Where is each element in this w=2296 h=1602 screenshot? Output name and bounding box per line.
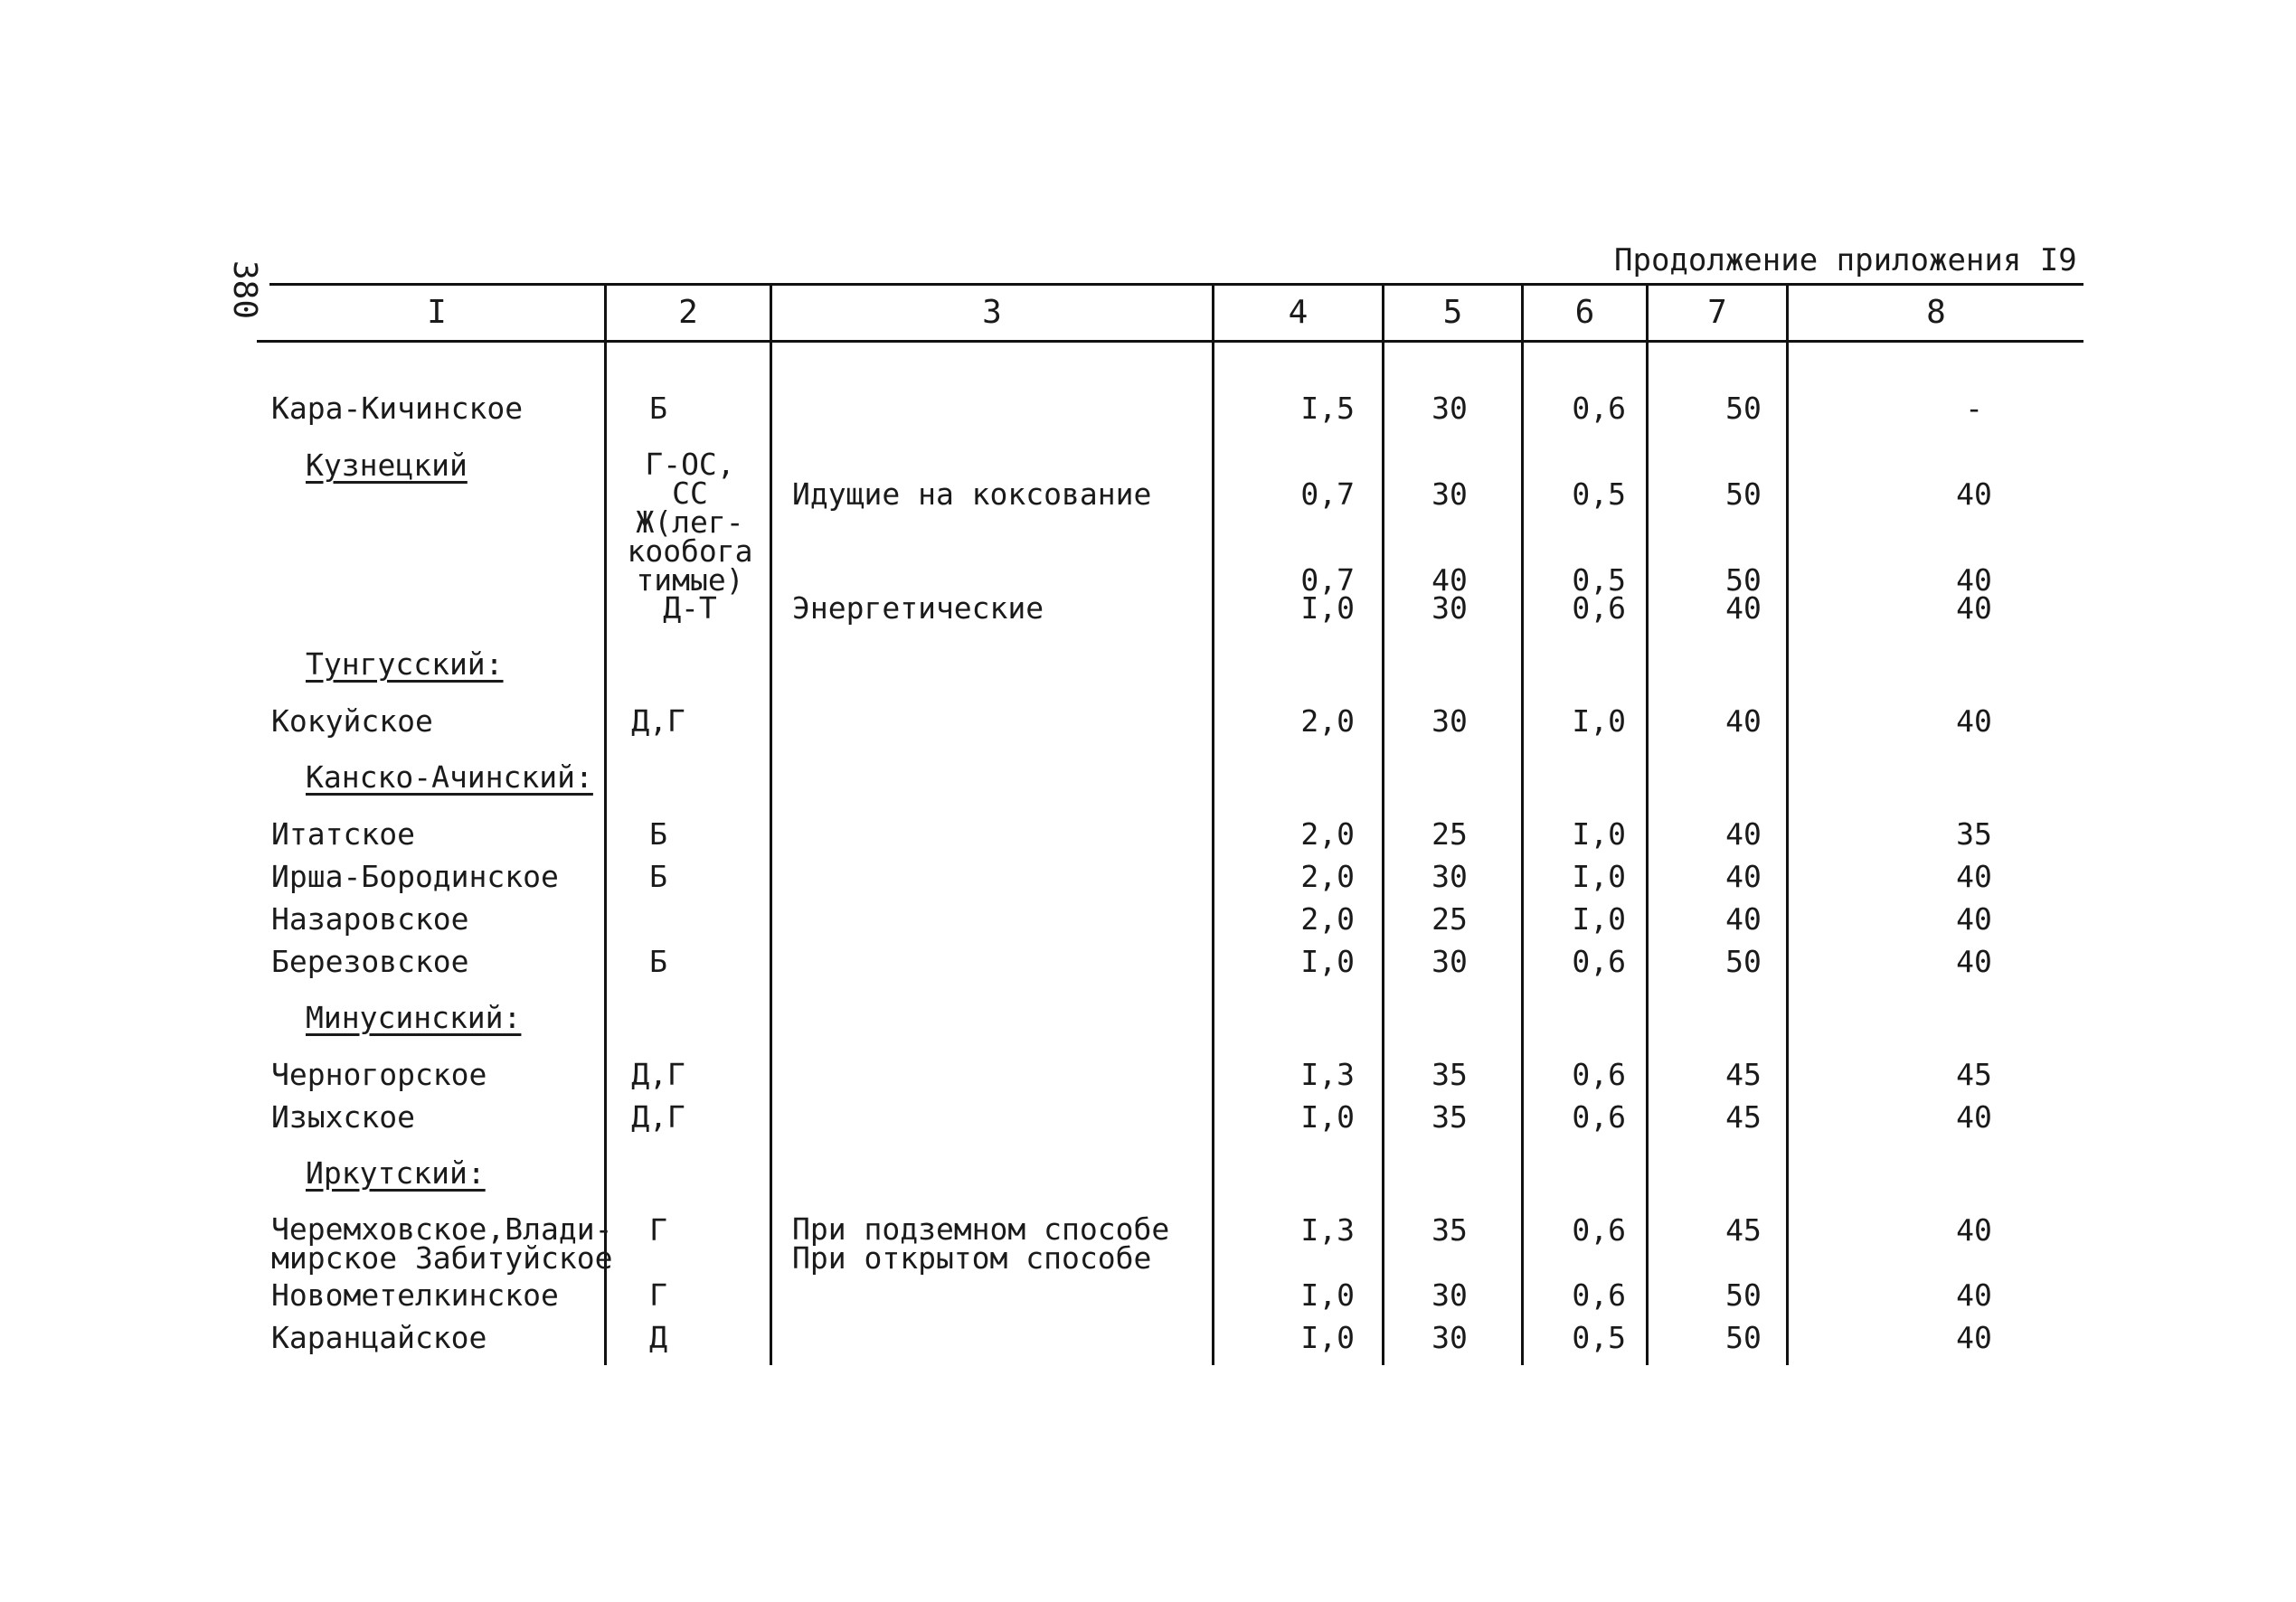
row-note: Идущие на коксование — [792, 476, 1152, 512]
row-col4: I,0 — [1300, 1277, 1355, 1313]
row-col4: I,5 — [1300, 391, 1355, 426]
row-note: При подземном способе При открытом способе — [792, 1211, 1170, 1276]
row-name: Березовское — [271, 944, 469, 979]
row-col7: 50 — [1725, 1320, 1762, 1355]
row-col4: I,0 — [1300, 1099, 1355, 1135]
row-col8: 40 — [1956, 1099, 1992, 1135]
row-grade: Б — [649, 816, 667, 852]
row-col4: 2,0 — [1300, 703, 1355, 739]
col-divider — [770, 283, 772, 1365]
row-col5: 40 — [1431, 562, 1468, 598]
row-grade: Д — [649, 1320, 667, 1355]
row-col6: 0,6 — [1572, 944, 1626, 979]
row-col6: 0,5 — [1572, 562, 1626, 598]
row-col4: I,0 — [1300, 944, 1355, 979]
row-col5: 30 — [1431, 476, 1468, 512]
row-name: Ирша-Бородинское — [271, 859, 559, 894]
row-grade: Г — [649, 1277, 667, 1313]
row-col5: 25 — [1431, 901, 1468, 937]
row-col8: 40 — [1956, 703, 1992, 739]
row-col8: 40 — [1956, 859, 1992, 894]
row-col5: 30 — [1431, 859, 1468, 894]
row-col4: 2,0 — [1300, 859, 1355, 894]
row-col8: 45 — [1956, 1057, 1992, 1092]
row-col8: - — [1965, 391, 1983, 426]
header-col-6: 6 — [1574, 294, 1595, 331]
row-col6: I,0 — [1572, 859, 1626, 894]
header-col-1: I — [427, 294, 447, 331]
row-col5: 35 — [1431, 1057, 1468, 1092]
col-divider — [1646, 283, 1649, 1365]
row-col6: 0,6 — [1572, 1212, 1626, 1248]
row-col8: 40 — [1956, 1320, 1992, 1355]
row-col4: I,0 — [1300, 590, 1355, 626]
row-col8: 40 — [1956, 590, 1992, 626]
row-col6: 0,6 — [1572, 1099, 1626, 1135]
row-grade: Д,Г — [631, 1099, 685, 1135]
header-bottom-rule — [257, 340, 2083, 343]
row-col8: 40 — [1956, 1277, 1992, 1313]
row-col7: 50 — [1725, 391, 1762, 426]
row-col5: 35 — [1431, 1212, 1468, 1248]
row-col4: I,0 — [1300, 1320, 1355, 1355]
row-grade: Д-Т — [663, 590, 717, 626]
row-col8: 40 — [1956, 562, 1992, 598]
row-col8: 35 — [1956, 816, 1992, 852]
row-name: Кокуйское — [271, 703, 433, 739]
row-col6: 0,6 — [1572, 391, 1626, 426]
row-note: Энергетические — [792, 590, 1044, 626]
row-col7: 45 — [1725, 1212, 1762, 1248]
row-col6: I,0 — [1572, 703, 1626, 739]
row-col6: 0,6 — [1572, 590, 1626, 626]
header-col-3: 3 — [982, 294, 1002, 331]
row-col6: 0,5 — [1572, 1320, 1626, 1355]
row-col8: 40 — [1956, 476, 1992, 512]
row-col7: 50 — [1725, 1277, 1762, 1313]
header-col-8: 8 — [1926, 294, 1946, 331]
table-top-rule — [269, 283, 2083, 286]
row-grade: Б — [649, 859, 667, 894]
row-name: Назаровское — [271, 901, 469, 937]
row-col5: 30 — [1431, 944, 1468, 979]
row-col6: I,0 — [1572, 901, 1626, 937]
row-name: Каранцайское — [271, 1320, 487, 1355]
row-col6: I,0 — [1572, 816, 1626, 852]
row-col5: 30 — [1431, 590, 1468, 626]
continuation-title: Продолжение приложения I9 — [1614, 242, 2077, 278]
group-heading: Иркутский: — [306, 1155, 486, 1191]
row-col7: 40 — [1725, 901, 1762, 937]
row-col4: 0,7 — [1300, 476, 1355, 512]
row-name: Кара-Кичинское — [271, 391, 524, 426]
row-col4: 0,7 — [1300, 562, 1355, 598]
data-table — [269, 283, 2083, 1368]
row-col7: 40 — [1725, 590, 1762, 626]
row-col8: 40 — [1956, 901, 1992, 937]
row-col5: 30 — [1431, 391, 1468, 426]
row-name: Итатское — [271, 816, 415, 852]
group-heading: Тунгусский: — [306, 646, 504, 682]
row-col4: I,3 — [1300, 1057, 1355, 1092]
row-col8: 40 — [1956, 1212, 1992, 1248]
row-col8: 40 — [1956, 944, 1992, 979]
header-col-4: 4 — [1288, 294, 1309, 331]
row-col5: 30 — [1431, 1277, 1468, 1313]
row-name: Черемховское,Влади- мирское Забитуйское — [271, 1211, 613, 1276]
row-col6: 0,6 — [1572, 1057, 1626, 1092]
row-grade: Г — [649, 1212, 667, 1248]
row-col4: 2,0 — [1300, 901, 1355, 937]
row-col7: 40 — [1725, 703, 1762, 739]
row-col6: 0,6 — [1572, 1277, 1626, 1313]
row-col7: 40 — [1725, 816, 1762, 852]
row-col5: 30 — [1431, 703, 1468, 739]
header-col-5: 5 — [1442, 294, 1463, 331]
row-grade: Б — [649, 944, 667, 979]
header-col-7: 7 — [1707, 294, 1727, 331]
row-grade: Д,Г — [631, 703, 685, 739]
group-heading: Кузнецкий — [306, 448, 468, 483]
page-number: 380 — [226, 259, 264, 320]
row-col7: 40 — [1725, 859, 1762, 894]
row-grade: Г-ОС, СС Ж(лег- кообога тимые) — [627, 447, 753, 598]
row-col7: 50 — [1725, 476, 1762, 512]
row-col7: 50 — [1725, 944, 1762, 979]
row-col5: 25 — [1431, 816, 1468, 852]
row-col7: 45 — [1725, 1099, 1762, 1135]
row-name: Изыхское — [271, 1099, 415, 1135]
row-name: Черногорское — [271, 1057, 487, 1092]
row-col5: 35 — [1431, 1099, 1468, 1135]
header-col-2: 2 — [678, 294, 698, 331]
row-col4: I,3 — [1300, 1212, 1355, 1248]
group-heading: Минусинский: — [306, 1000, 522, 1035]
row-grade: Д,Г — [631, 1057, 685, 1092]
row-grade: Б — [649, 391, 667, 426]
row-col5: 30 — [1431, 1320, 1468, 1355]
row-col4: 2,0 — [1300, 816, 1355, 852]
group-heading: Канско-Ачинский: — [306, 759, 593, 795]
row-col7: 50 — [1725, 562, 1762, 598]
row-col6: 0,5 — [1572, 476, 1626, 512]
row-name: Новометелкинское — [271, 1277, 559, 1313]
row-col7: 45 — [1725, 1057, 1762, 1092]
